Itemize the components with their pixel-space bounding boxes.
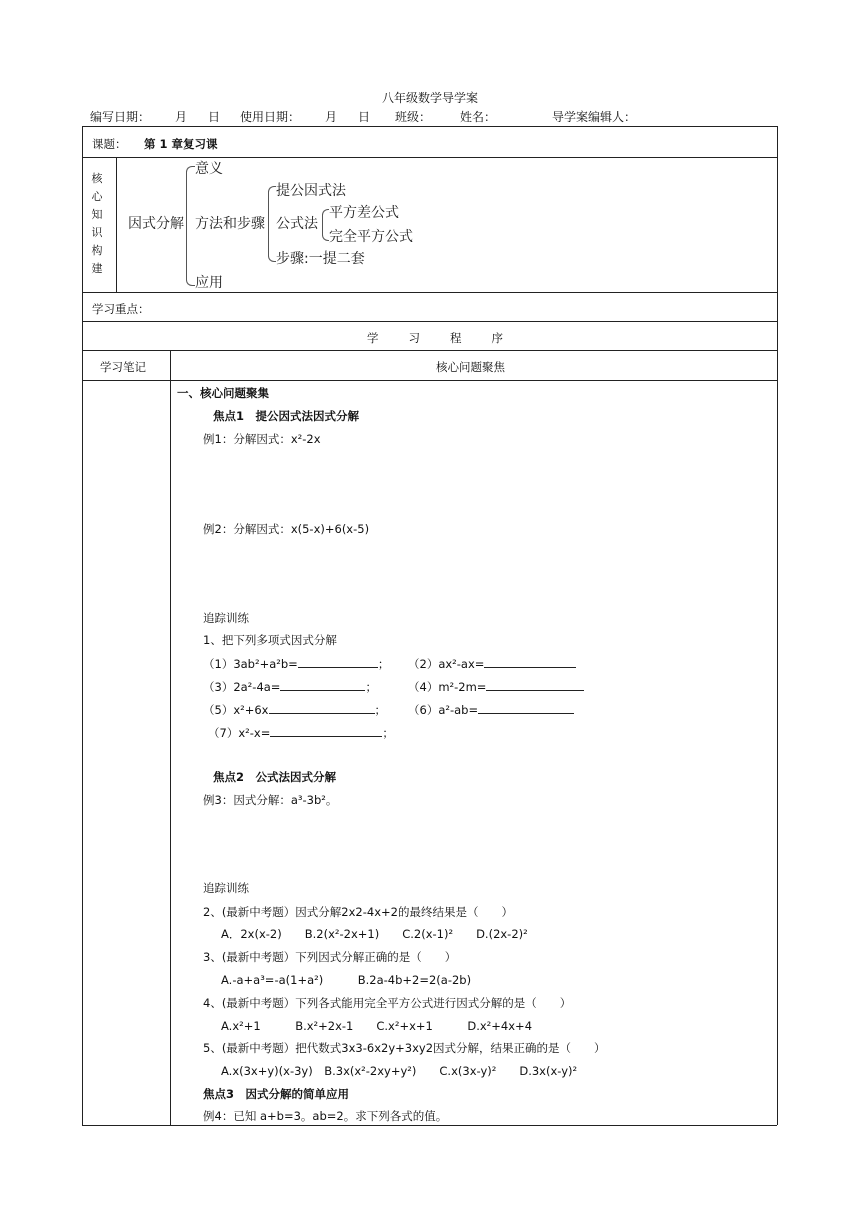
q1-item-4 xyxy=(408,679,584,695)
core-label-char: 识 xyxy=(91,226,103,239)
procedure-label xyxy=(367,330,533,346)
focus-label: 学习重点： xyxy=(92,302,150,316)
q1-item-text: （4）m²-2m= xyxy=(408,680,487,694)
core-label-char: 建 xyxy=(91,262,103,275)
q1-item-7 xyxy=(208,725,394,741)
table-border-right xyxy=(777,126,778,1125)
track-label: 追踪训练 xyxy=(203,611,249,625)
map-steps: 步骤:一提二套 xyxy=(276,251,365,267)
q1-item-1 xyxy=(203,656,389,672)
semicolon: ； xyxy=(382,726,394,740)
question2-options: A．2x(x-2) B.2(x²-2x+1) C.2(x-1)² D.(2x-2)² xyxy=(221,927,528,941)
answer-blank xyxy=(269,702,375,714)
notes-column-header: 学习笔记 xyxy=(100,360,146,374)
editor-label: 导学案编辑人： xyxy=(552,110,637,124)
row-divider xyxy=(82,380,777,381)
q1-item-3 xyxy=(203,679,377,695)
q1-item-5 xyxy=(203,702,386,718)
question3: 3、(最新中考题）下列因式分解正确的是（ ） xyxy=(203,950,457,964)
question2: 2、(最新中考题）因式分解2x2-4x+2的最终结果是（ ） xyxy=(203,905,513,919)
semicolon: ； xyxy=(365,680,377,694)
example2: 例2：分解因式：x(5-x)+6(x-5) xyxy=(203,522,370,536)
core-column-header: 核心问题聚焦 xyxy=(436,360,505,374)
q1-item-text: （7）x²-x= xyxy=(208,726,271,740)
map-extract: 提公因式法 xyxy=(276,183,346,199)
example1: 例1：分解因式：x²-2x xyxy=(203,432,321,446)
brace-root xyxy=(186,166,195,286)
month-label-2: 月 xyxy=(325,110,338,124)
q1-item-2 xyxy=(408,656,576,672)
map-root: 因式分解 xyxy=(128,216,184,232)
map-formula: 公式法 xyxy=(276,216,318,232)
section-heading: 一、核心问题聚集 xyxy=(177,386,269,400)
map-meaning: 意义 xyxy=(195,161,223,177)
core-label-char: 核 xyxy=(91,172,103,185)
semicolon: ； xyxy=(374,703,386,717)
map-application: 应用 xyxy=(195,275,223,291)
question4: 4、(最新中考题）下列各式能用完全平方公式进行因式分解的是（ ） xyxy=(203,996,572,1010)
month-label: 月 xyxy=(175,110,188,124)
core-label-char: 知 xyxy=(91,208,103,221)
q1-item-text: （1）3ab²+a²b= xyxy=(203,657,298,671)
question1: 1、把下列多项式因式分解 xyxy=(203,633,337,647)
map-perfect-square: 完全平方公式 xyxy=(329,229,413,245)
core-divider xyxy=(116,157,117,292)
answer-blank xyxy=(486,679,584,691)
notes-divider xyxy=(170,350,171,1125)
core-label-char: 心 xyxy=(91,190,103,203)
focus1-heading: 焦点1 提公因式法因式分解 xyxy=(213,409,360,423)
table-border-top xyxy=(82,126,777,127)
question4-options: A.x²+1 B.x²+2x-1 C.x²+x+1 D.x²+4x+4 xyxy=(221,1019,533,1033)
row-divider xyxy=(82,321,777,322)
topic-value: 第 1 章复习课 xyxy=(144,137,218,151)
brace-formula xyxy=(322,209,329,241)
core-label-char: 构 xyxy=(91,244,103,257)
table-border-left xyxy=(82,126,83,1125)
q1-item-text: （6）a²-ab= xyxy=(408,703,479,717)
focus2-heading: 焦点2 公式法因式分解 xyxy=(213,770,337,784)
question5: 5、(最新中考题）把代数式3x3-6x2y+3xy2因式分解，结果正确的是（ ） xyxy=(203,1041,606,1055)
day-label-2: 日 xyxy=(358,110,371,124)
class-label: 班级： xyxy=(395,110,432,124)
semicolon: ； xyxy=(377,657,390,671)
focus3-heading: 焦点3 因式分解的简单应用 xyxy=(203,1087,350,1101)
topic-label: 课题： xyxy=(92,137,127,151)
name-label: 姓名： xyxy=(460,110,497,124)
question5-options: A.x(3x+y)(x-3y) B.3x(x²-2xy+y²) C.x(3x-y)² D.3x(x-y)² xyxy=(221,1064,578,1078)
map-diff-squares: 平方差公式 xyxy=(329,205,399,221)
example3: 例3：因式分解：a³-3b²。 xyxy=(203,793,338,807)
answer-blank xyxy=(298,656,378,668)
q1-item-text: （3）2a²-4a= xyxy=(203,680,281,694)
core-label xyxy=(88,170,106,278)
q1-item-text: （5）x²+6x xyxy=(203,703,269,717)
page-title: 八年级数学导学案 xyxy=(381,91,478,105)
answer-blank xyxy=(270,725,382,737)
table-border-bottom xyxy=(82,1125,777,1126)
use-date-label: 使用日期： xyxy=(240,110,301,124)
row-divider xyxy=(82,157,777,158)
row-divider xyxy=(82,292,777,293)
answer-blank xyxy=(484,656,576,668)
q1-item-6 xyxy=(408,702,574,718)
answer-blank xyxy=(478,702,574,714)
brace-methods xyxy=(268,186,276,262)
map-methods: 方法和步骤 xyxy=(195,216,265,232)
compile-date-label: 编写日期： xyxy=(90,110,151,124)
q1-item-text: （2）ax²-ax= xyxy=(408,657,485,671)
row-divider xyxy=(82,350,777,351)
track-label: 追踪训练 xyxy=(203,881,249,895)
question3-options: A.-a+a³=-a(1+a²) B.2a-4b+2=2(a-2b) xyxy=(221,973,472,987)
answer-blank xyxy=(280,679,365,691)
example4: 例4：已知 a+b=3。ab=2。求下列各式的值。 xyxy=(203,1109,448,1123)
day-label: 日 xyxy=(208,110,221,124)
procedure-text: 学习程序 xyxy=(367,331,533,345)
